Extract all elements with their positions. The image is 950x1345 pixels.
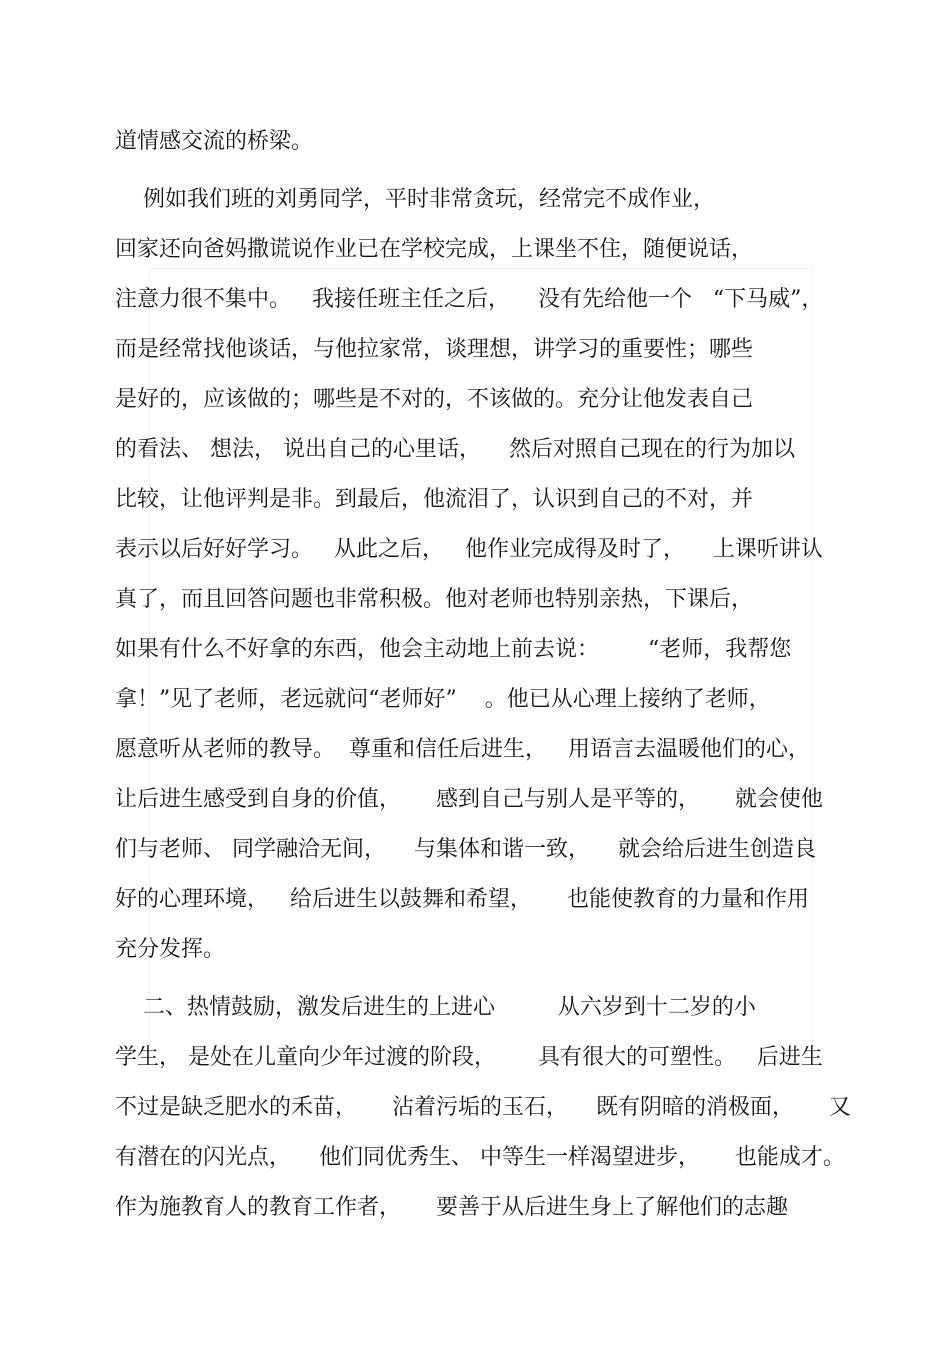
text-line: 如果有什么不好拿的东西，他会主动地上前去说： “老师，我帮您: [115, 637, 792, 662]
text-line: 表示以后好好学习。 从此之后， 他作业完成得及时了， 上课听讲认: [115, 537, 823, 562]
text-line: 注意力很不集中。 我接任班主任之后， 没有先给他一个 “下马威”，: [115, 287, 824, 312]
text-line: 而是经常找他谈话，与他拉家常，谈理想，讲学习的重要性；哪些: [115, 337, 754, 362]
text-line: 真了，而且回答问题也非常积极。他对老师也特别亲热，下课后，: [115, 587, 754, 612]
text-line: 让后进生感受到自身的价值， 感到自己与别人是平等的， 就会使他: [115, 787, 823, 812]
text-line: 拿！”见了老师，老远就问“老师好” 。他已从心理上接纳了老师，: [115, 687, 771, 712]
text-line: 的看法、 想法， 说出自己的心里话， 然后对照自己现在的行为加以: [115, 437, 795, 462]
text-line: 道情感交流的桥梁。: [115, 129, 314, 154]
text-line: 不过是缺乏肥水的禾苗， 沾着污垢的玉石， 既有阴暗的消极面， 又: [115, 1095, 851, 1120]
text-line: 比较，让他评判是非。到最后，他流泪了，认识到自己的不对，并: [115, 487, 754, 512]
text-line: 学生， 是处在儿童向少年过渡的阶段， 具有很大的可塑性。 后进生: [115, 1045, 823, 1070]
text-line: 例如我们班的刘勇同学，平时非常贪玩，经常完不成作业，: [115, 187, 715, 212]
text-line: 愿意听从老师的教导。 尊重和信任后进生， 用语言去温暖他们的心，: [115, 737, 810, 762]
text-line: 们与老师、 同学融洽无间， 与集体和谐一致， 就会给后进生创造良: [115, 837, 816, 862]
text-line: 充分发挥。: [115, 937, 226, 962]
text-line: 作为施教育人的教育工作者， 要善于从后进生身上了解他们的志趣: [115, 1195, 788, 1220]
text-line: 是好的，应该做的；哪些是不对的，不该做的。充分让他发表自己: [115, 387, 754, 412]
text-line: 好的心理环境， 给后进生以鼓舞和希望， 也能使教育的力量和作用: [115, 887, 809, 912]
text-line: 二、热情鼓励，激发后进生的上进心 从六岁到十二岁的小: [115, 995, 756, 1020]
text-line: 回家还向爸妈撒谎说作业已在学校完成，上课坐不住，随便说话，: [115, 237, 754, 262]
text-line: 有潜在的闪光点， 他们同优秀生、 中等生一样渴望进步， 也能成才。: [115, 1145, 845, 1170]
